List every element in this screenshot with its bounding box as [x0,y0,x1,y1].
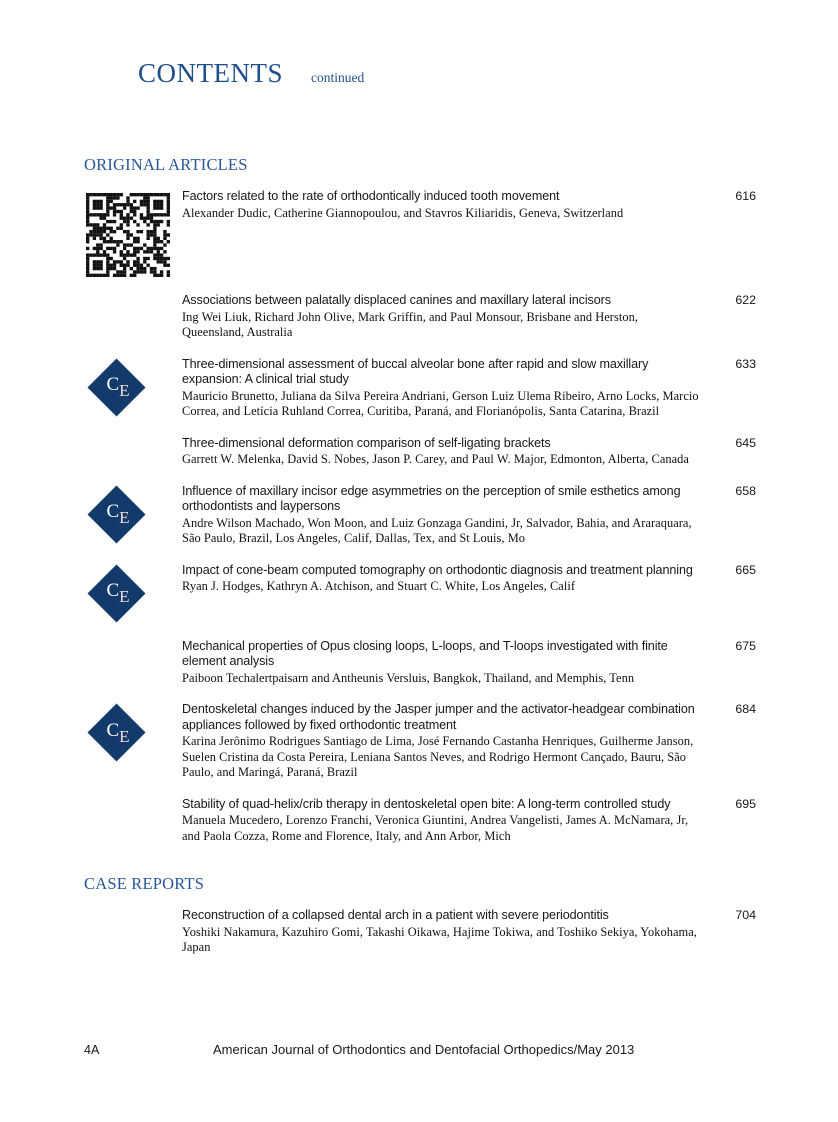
entry-title[interactable]: Dentoskeletal changes induced by the Jasper jumper and the activator-headgear combination appliances followed by fixed orthodontic treatment [182,702,695,732]
ce-letters [88,565,146,623]
masthead [138,58,364,89]
entry-page-number: 675 [735,638,756,653]
entry-body [182,908,710,956]
entry-title[interactable]: Stability of quad-helix/crib therapy in dentoskeletal open bite: A long-term controlled study [182,796,671,811]
masthead-continued-label: continued [311,70,365,85]
entry-body [182,357,710,420]
contents-entry[interactable] [84,908,756,956]
contents-entry[interactable] [84,436,756,468]
ce-diamond-icon [88,704,146,762]
entry-page-number: 658 [735,483,756,498]
page-title: CONTENTS [138,58,283,88]
ce-letter-c: C [106,719,120,741]
entry-authors: Ing Wei Liuk, Richard John Olive, Mark Griffin, and Paul Monsour, Brisbane and Herston, Queensland, Australia [182,309,638,339]
contents-entry[interactable] [84,797,756,845]
entry-page-number: 616 [735,189,756,203]
entry-title[interactable]: Mechanical properties of Opus closing loops, L-loops, and T-loops investigated with finite element analysis [182,638,668,668]
entry-authors: Alexander Dudic, Catherine Giannopoulou, and Stavros Kiliaridis, Geneva, Switzerland [182,205,624,220]
page-footer [84,1042,754,1057]
qr-code-marker [84,189,182,277]
entry-authors: Ryan J. Hodges, Kathryn A. Atchison, and Stuart C. White, Los Angeles, Calif [182,579,575,593]
entry-title[interactable]: Impact of cone-beam computed tomography on orthodontic diagnosis and treatment planning [182,562,693,577]
entry-body [182,702,710,781]
entry-authors: Karina Jerônimo Rodrigues Santiago de Lima, José Fernando Castanha Henriques, Guilherme Janson, Suelen Cristina da Costa Pereira, Leniana Santos Neves, and Rodrigo Hermont Cançado, Bauru, São Paulo, and Maringá, Paraná, Brazil [182,734,694,779]
entry-page-number: 622 [735,293,756,307]
ce-letter-e: E [119,381,130,400]
section-heading: ORIGINAL ARTICLES [84,155,248,174]
entry-body [182,563,710,595]
entry-body [182,293,710,341]
contents-entry[interactable] [84,189,756,277]
contents-entry[interactable] [84,702,756,781]
ce-diamond-icon [88,486,146,544]
ce-letter-e: E [119,587,130,606]
entry-page-number: 704 [735,908,756,922]
entry-title[interactable]: Three-dimensional deformation comparison of self-ligating brackets [182,435,551,450]
entry-authors: Andre Wilson Machado, Won Moon, and Luiz Gonzaga Gandini, Jr, Salvador, Bahia, and Araraquara, São Paulo, Brazil, Los Angeles, Calif, Dallas, Tex, and St Louis, Mo [182,515,692,545]
qr-code-icon [84,193,172,277]
ce-credit-marker [84,484,182,544]
entry-authors: Manuela Mucedero, Lorenzo Franchi, Veronica Giuntini, Andrea Vangelisti, James A. McNamara, Jr, and Paola Cozza, Rome and Florence, Italy, and Ann Arbor, Mich [182,813,689,843]
contents-entry[interactable] [84,357,756,420]
ce-letters [88,486,146,544]
entry-body [182,189,710,221]
contents-entry[interactable] [84,293,756,341]
entry-title[interactable]: Associations between palatally displaced canines and maxillary lateral incisors [182,293,611,307]
entry-authors: Yoshiki Nakamura, Kazuhiro Gomi, Takashi Oikawa, Hajime Tokiwa, and Toshiko Sekiya, Yokohama, Japan [182,924,697,954]
ce-credit-marker [84,357,182,417]
ce-diamond-icon [88,565,146,623]
entry-page-number: 645 [735,435,756,450]
entry-body [182,797,710,845]
ce-letter-c: C [106,501,120,522]
entry-body [182,484,710,547]
contents-list [84,155,756,972]
entry-page-number: 665 [735,562,756,577]
ce-diamond-icon [88,359,146,417]
ce-letters [88,704,146,762]
entry-title[interactable]: Influence of maxillary incisor edge asymmetries on the perception of smile esthetics among orthodontists and laypersons [182,483,681,513]
entry-body [182,639,710,687]
entry-authors: Mauricio Brunetto, Juliana da Silva Pereira Andriani, Gerson Luiz Ulema Ribeiro, Arno Locks, Marcio Correa, and Letícia Ruhland Correa, Curitiba, Paraná, and Florianópolis, Santa Catarina, Brazil [182,388,699,418]
ce-credit-marker [84,702,182,762]
journal-citation: American Journal of Orthodontics and Dentofacial Orthopedics/May 2013 [213,1042,635,1057]
ce-letter-c: C [106,374,120,395]
entry-title[interactable]: Factors related to the rate of orthodontically induced tooth movement [182,189,560,203]
ce-letter-e: E [119,508,130,527]
contents-entry[interactable] [84,563,756,623]
contents-entry[interactable] [84,484,756,547]
entry-page-number: 695 [735,796,756,811]
ce-credit-marker [84,563,182,623]
entry-authors: Garrett W. Melenka, David S. Nobes, Jason P. Carey, and Paul W. Major, Edmonton, Alberta, Canada [182,452,689,466]
entry-page-number: 684 [735,702,756,716]
folio-number: 4A [84,1043,100,1057]
section-heading: CASE REPORTS [84,874,205,893]
entry-title[interactable]: Reconstruction of a collapsed dental arch in a patient with severe periodontitis [182,908,609,922]
entry-page-number: 633 [735,356,756,371]
ce-letters [88,359,146,417]
entry-body [182,436,710,468]
entry-authors: Paiboon Techalertpaisarn and Antheunis Versluis, Bangkok, Thailand, and Memphis, Tenn [182,670,635,685]
ce-letter-c: C [106,580,120,601]
entry-title[interactable]: Three-dimensional assessment of buccal alveolar bone after rapid and slow maxillary expansion: A clinical trial study [182,356,649,386]
ce-letter-e: E [119,726,130,746]
contents-entry[interactable] [84,639,756,687]
